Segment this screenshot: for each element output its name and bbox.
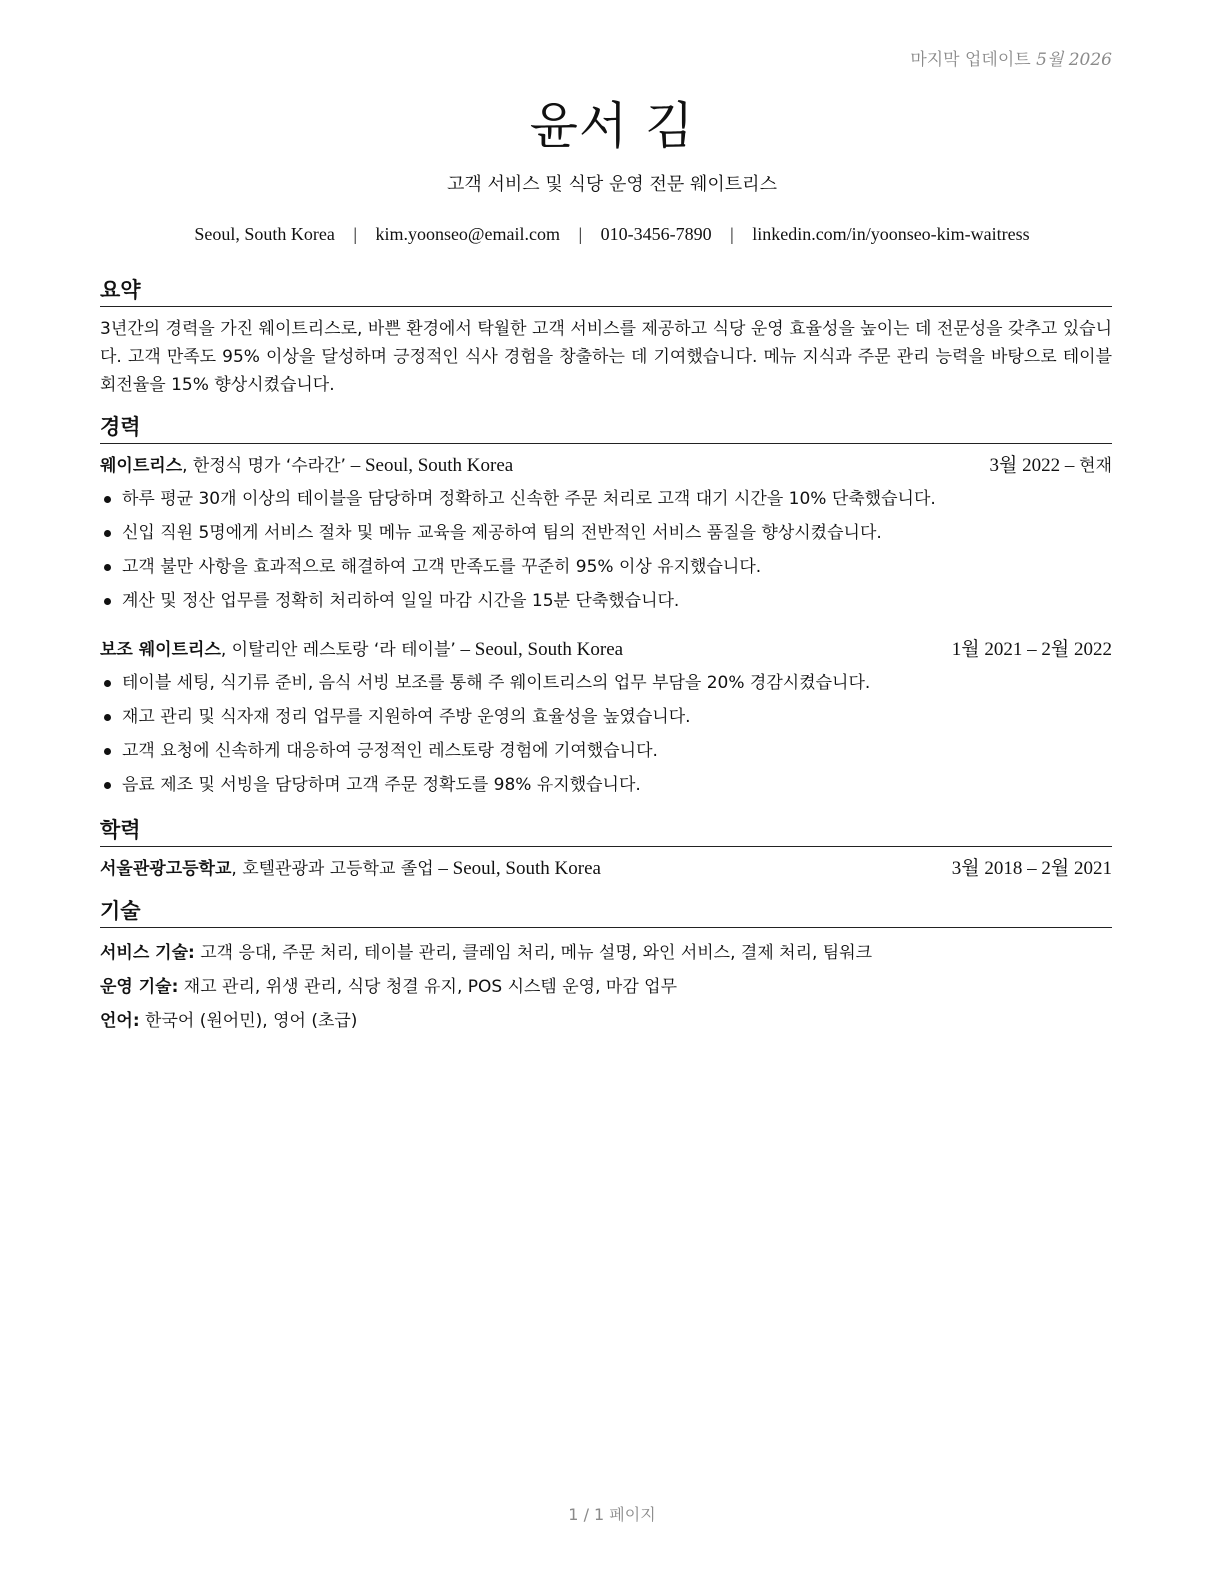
section-title-experience: 경력 [100,413,1112,444]
skill-value: 한국어 (원어민), 영어 (초급) [139,1011,358,1031]
job-bullets [100,482,1112,618]
skill-line-language [100,1004,1112,1038]
job-date-end: 2월 2022 [1041,639,1112,660]
job-header [100,636,1112,664]
candidate-headline: 고객 서비스 및 식당 운영 전문 웨이트리스 [447,174,777,195]
job-bullet: 고객 요청에 신속하게 대응하여 긍정적인 레스토랑 경험에 기여했습니다. [100,734,1112,768]
contact-separator: | [578,224,583,244]
job-bullet: 음료 제조 및 서빙을 담당하며 고객 주문 정확도를 98% 유지했습니다. [100,768,1112,802]
contact-location: Seoul, South Korea [194,224,335,244]
job-organization: , 이탈리안 레스토랑 ‘라 테이블’ [220,640,456,660]
section-title-education: 학력 [100,816,1112,847]
job-dates [952,636,1112,664]
job-date-start: 3월 2022 [989,455,1061,476]
job-dates [990,452,1112,480]
job-bullet: 신입 직원 5명에게 서비스 절차 및 메뉴 교육을 제공하여 팀의 전반적인 서비스 품질을 향상시켰습니다. [100,516,1112,550]
skill-label: 서비스 기술: [100,943,195,963]
contact-email[interactable]: kim.yoonseo@email.com [375,224,560,244]
job-organization: , 한정식 명가 ‘수라간’ [182,456,346,476]
last-updated-month: 5월 [1036,50,1064,70]
contact-phone: 010-3456-7890 [600,224,712,244]
job-date-separator: – [1060,455,1080,476]
job-bullet: 테이블 세팅, 식기류 준비, 음식 서빙 보조를 통해 주 웨이트리스의 업무 부담을 20% 경감시켰습니다. [100,666,1112,700]
job-date-start: 1월 2021 [951,639,1023,660]
job-date-separator: – [1022,639,1042,660]
education-location: – Seoul, South Korea [433,858,601,879]
job-bullet: 계산 및 정산 업무를 정확히 처리하여 일일 마감 시간을 15분 단축했습니다. [100,584,1112,618]
candidate-name: 윤서 김 [529,97,695,155]
job-bullet: 고객 불만 사항을 효과적으로 해결하여 고객 만족도를 꾸준히 95% 이상 유지했습니다. [100,550,1112,584]
education-school: 서울관광고등학교 [100,859,232,879]
job-role: 웨이트리스 [100,456,183,476]
last-updated-label: 마지막 업데이트 [910,50,1031,70]
skill-value: 재고 관리, 위생 관리, 식당 청결 유지, POS 시스템 운영, 마감 업무 [178,977,677,997]
job-entry [100,452,1112,618]
job-location: – Seoul, South Korea [455,639,624,660]
skill-label: 운영 기술: [100,977,179,997]
education-dates: 3월 2018 – 2월 2021 [951,858,1112,879]
job-role: 보조 웨이트리스 [100,640,221,660]
education-degree: , 호텔관광과 고등학교 졸업 [231,859,434,879]
job-entry [100,636,1112,802]
last-updated [910,45,1112,70]
skill-line-service [100,936,1112,970]
summary-text: 3년간의 경력을 가진 웨이트리스로, 바쁜 환경에서 탁월한 고객 서비스를 제공하고 식당 운영 효율성을 높이는 데 전문성을 갖추고 있습니다. 고객 만족도 95% 이상을 달성하며 긍정적인 식사 경험을 창출하는 데 기여했습니다. 메뉴 지식과 주문 관리 능력을 바탕으로 테이블 회전율을 15% 향상시켰습니다. [100,319,1112,395]
page-number: 1 / 1 페이지 [568,1505,656,1524]
job-date-end: 현재 [1079,456,1112,476]
section-title-summary: 요약 [100,276,1112,307]
section-title-skills: 기술 [100,897,1112,928]
contact-linkedin[interactable]: linkedin.com/in/yoonseo-kim-waitress [752,224,1030,244]
job-bullets [100,666,1112,802]
job-location: – Seoul, South Korea [345,455,514,476]
job-header [100,452,1112,480]
contact-separator: | [353,224,357,244]
skill-value: 고객 응대, 주문 처리, 테이블 관리, 클레임 처리, 메뉴 설명, 와인 서비스, 결제 처리, 팀워크 [194,943,873,963]
skill-line-operations [100,970,1112,1004]
last-updated-year: 2026 [1068,50,1112,70]
education-entry [100,855,1112,883]
job-bullet: 재고 관리 및 식자재 정리 업무를 지원하여 주방 운영의 효율성을 높였습니다. [100,700,1112,734]
contact-separator: | [730,224,734,244]
resume-content [100,276,1112,1038]
job-bullet: 하루 평균 30개 이상의 테이블을 담당하며 정확하고 신속한 주문 처리로 고객 대기 시간을 10% 단축했습니다. [100,482,1112,516]
skill-label: 언어: [100,1011,140,1031]
contact-bar [0,224,1224,245]
